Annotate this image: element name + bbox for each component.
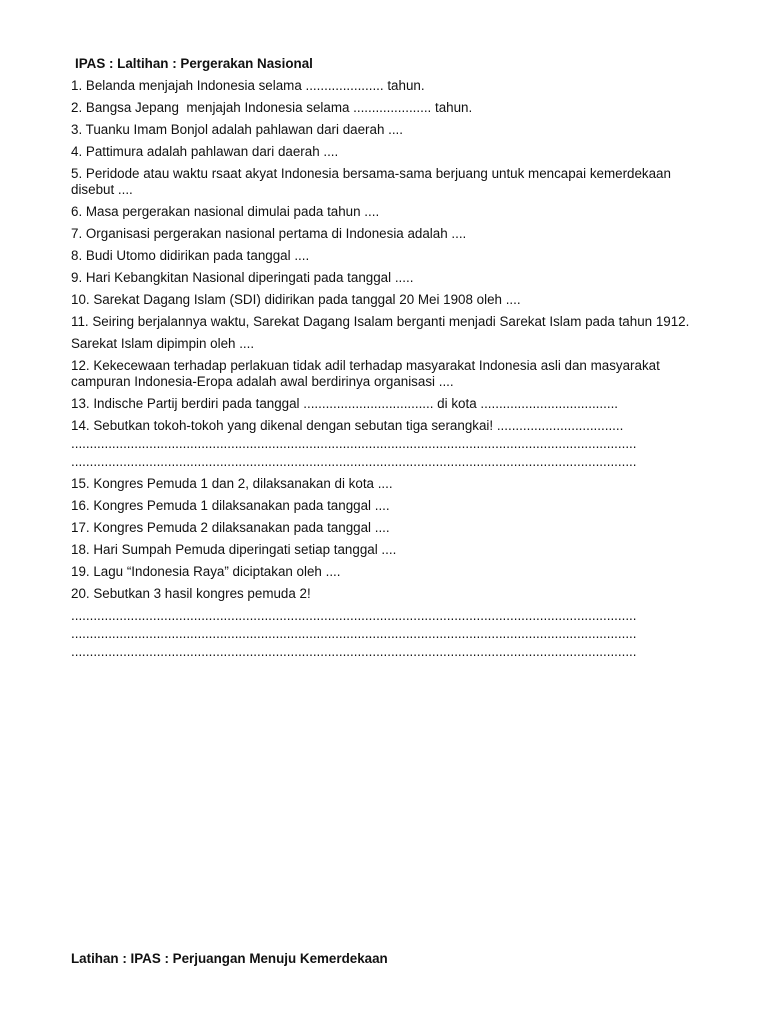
question-4: 4. Pattimura adalah pahlawan dari daerah .... (71, 144, 339, 159)
question-18: 18. Hari Sumpah Pemuda diperingati setiap tanggal .... (71, 542, 397, 557)
answer-line: ........................................................................................................................................................ (71, 436, 637, 451)
footer-title: Latihan : IPAS : Perjuangan Menuju Kemerdekaan (71, 951, 388, 966)
answer-line: ........................................................................................................................................................ (71, 644, 637, 659)
answer-line: ........................................................................................................................................................ (71, 626, 637, 641)
question-7: 7. Organisasi pergerakan nasional pertama di Indonesia adalah .... (71, 226, 467, 241)
question-15: 15. Kongres Pemuda 1 dan 2, dilaksanakan di kota .... (71, 476, 393, 491)
answer-line: ........................................................................................................................................................ (71, 608, 637, 623)
question-19: 19. Lagu “Indonesia Raya” diciptakan oleh .... (71, 564, 341, 579)
question-12: 12. Kekecewaan terhadap perlakuan tidak adil terhadap masyarakat Indonesia asli dan masyarakat campuran Indonesia-Eropa adalah awal berdirinya organisasi .... (71, 358, 664, 389)
question-13: 13. Indische Partij berdiri pada tanggal ................................... di kota ..................................... (71, 396, 619, 411)
question-1: 1. Belanda menjajah Indonesia selama ..................... tahun. (71, 78, 425, 93)
question-14: 14. Sebutkan tokoh-tokoh yang dikenal dengan sebutan tiga serangkai! .................................. (71, 418, 624, 433)
question-5: 5. Peridode atau waktu rsaat akyat Indonesia bersama-sama berjuang untuk mencapai kemerdekaan disebut .... (71, 166, 675, 197)
question-17: 17. Kongres Pemuda 2 dilaksanakan pada tanggal .... (71, 520, 390, 535)
question-11-continued: Sarekat Islam dipimpin oleh .... (71, 336, 255, 351)
question-8: 8. Budi Utomo didirikan pada tanggal .... (71, 248, 310, 263)
question-9: 9. Hari Kebangkitan Nasional diperingati pada tanggal ..... (71, 270, 414, 285)
answer-line: ........................................................................................................................................................ (71, 454, 637, 469)
question-20: 20. Sebutkan 3 hasil kongres pemuda 2! (71, 586, 311, 601)
page-title: IPAS : Laltihan : Pergerakan Nasional (75, 56, 313, 71)
question-11: 11. Seiring berjalannya waktu, Sarekat Dagang Isalam berganti menjadi Sarekat Islam pada tahun 1912. (71, 314, 690, 329)
question-16: 16. Kongres Pemuda 1 dilaksanakan pada tanggal .... (71, 498, 390, 513)
question-3: 3. Tuanku Imam Bonjol adalah pahlawan dari daerah .... (71, 122, 403, 137)
question-10: 10. Sarekat Dagang Islam (SDI) didirikan pada tanggal 20 Mei 1908 oleh .... (71, 292, 521, 307)
question-2: 2. Bangsa Jepang menjajah Indonesia selama ..................... tahun. (71, 100, 473, 115)
question-6: 6. Masa pergerakan nasional dimulai pada tahun .... (71, 204, 380, 219)
worksheet (71, 56, 701, 662)
